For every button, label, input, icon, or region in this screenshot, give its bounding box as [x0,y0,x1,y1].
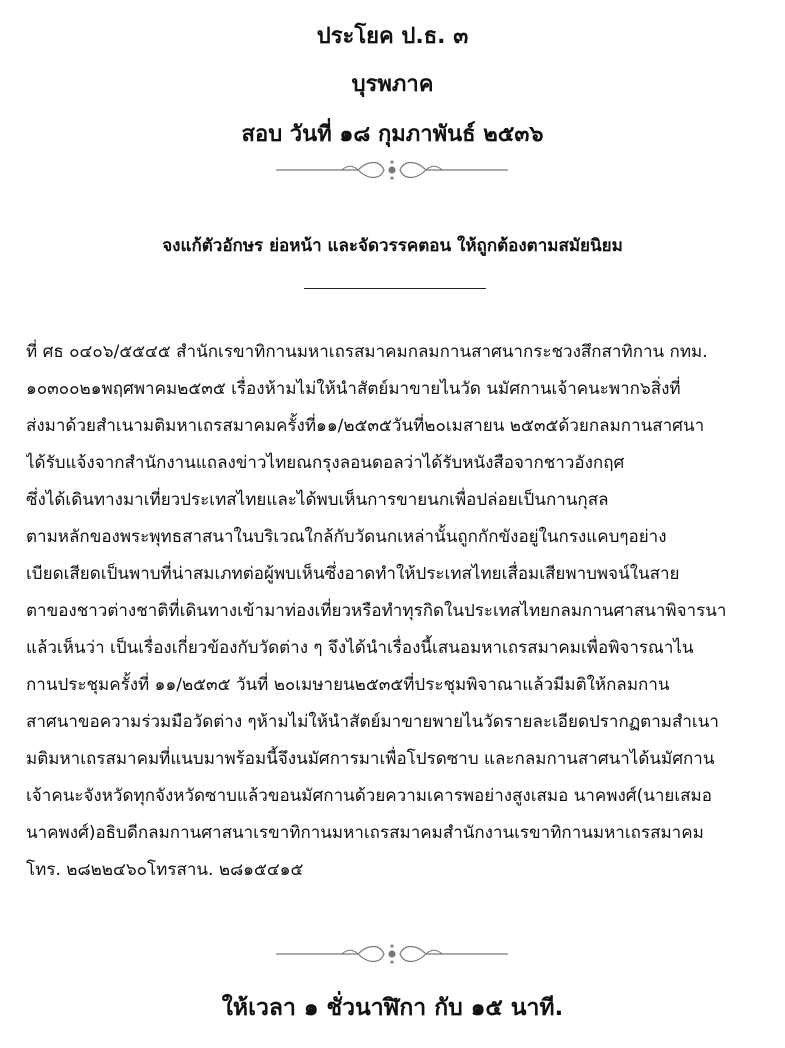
time-allowed: ให้เวลา ๑ ชั่วนาฬิกา กับ ๑๕ นาที. [221,995,564,1021]
passage-line: ส่งมาด้วยสำเนามติมหาเถรสมาคมครั้งที่๑๑/๒๕๓๕วันที่๒๐เมสายน ๒๕๓๕ด้วยกลมกานสาศนา [26,416,705,436]
underline-rule [304,288,486,289]
passage-line: เจ้าคนะจังหวัดทุกจังหวัดซาบแล้วขอนมัศกานด้วยความเคารพอย่างสูงเสมอ นาคพงศ์(นายเสมอ [26,786,712,806]
exam-passage [26,334,771,889]
passage-line: ตาของชาวต่างชาติที่เดินทางเข้ามาท่องเที่ยวหรือทำทุรกิดในประเทสไทยกลมกานศาสนาพิจารนา [26,601,727,621]
passage-line: ได้รับแจ้งจากสำนักงานแถลงข่าวไทยณกรุงลอนดอลว่าได้รับหนังสือจากชาวอังกฤศ [26,453,625,473]
passage-line: แล้วเห็นว่า เป็นเรื่องเกี่ยวข้องกับวัดต่าง ๆ จึงได้นำเรื่องนี้เสนอมหาเถรสมาคมเพื่อพิจารณาไน [26,638,694,658]
instruction-heading: จงแก้ตัวอักษร ย่อหน้า และจัดวรรคตอน ให้ถูกต้องตามสมัยนิยม [162,236,623,256]
passage-line: มติมหาเถรสมาคมที่แนบมาพร้อมนี้จึงนมัศการมาเพื่อโปรดซาบ และกลมกานสาศนาได้นมัศกาน [26,749,715,769]
passage-line: ซึ่งได้เดินทางมาเที่ยวประเทสไทยและได้พบเห็นการขายนกเพื่อปล่อยเป็นกานกุสล [26,490,609,510]
exam-title: ประโยค ป.ธ. ๓ [316,24,469,49]
passage-line: เบียดเสียดเป็นพาบที่น่าสมเภทต่อผู้พบเห็นซึ่งอาดทำให้ประเทสไทยเสื่อมเสียพาบพจน์ในสาย [26,564,680,584]
passage-line: โทร. ๒๘๒๒๔๖๐โทรสาน. ๒๘๑๕๔๑๕ [26,860,304,880]
passage-line: ที่ ศธ ๐๔๐๖/๕๕๔๕ สำนักเรขาทิกานมหาเถรสมาคมกลมกานสาศนากระชวงสึกสาทิกาน กทม. [26,342,708,362]
ornament-divider-bottom [272,942,512,966]
passage-line: กานประชุมครั้งที่ ๑๑/๒๕๓๕ วันที่ ๒๐เมษายน๒๕๓๕ที่ประชุมพิจาณาแล้วมีมติให้กลมกาน [26,675,670,695]
passage-line: นาคพงศ์)อธิบดีกลมกานศาสนาเรขาทิกานมหาเถรสมาคมสำนักงานเรขาทิกานมหาเถรสมาคม [26,823,704,843]
passage-line: ตามหลักของพระพุทธสาสนาในบริเวณใกล้กับวัดนกเหล่านั้นถูกกักขังอยู่ในกรงแคบๆอย่าง [26,527,667,547]
passage-line: ๑๐๓๐๐๒๑พฤศพาคม๒๕๓๕ เรื่องห้ามไม่ให้นำสัตย์มาขายไนวัด นมัศกานเจ้าคนะพาก๖สิ่งที่ [26,379,681,399]
exam-date: สอบ วันที่ ๑๘ กุมภาพันธ์ ๒๕๓๖ [241,122,544,147]
exam-part: บุรพภาค [351,72,434,97]
passage-line: สาศนาขอความร่วมมือวัดต่าง ๆห้ามไม่ให้นำสัตย์มาขายพายไนวัดรายละเอียดปรากฏตามสำเนา [26,712,719,732]
ornament-divider-top [272,158,512,182]
